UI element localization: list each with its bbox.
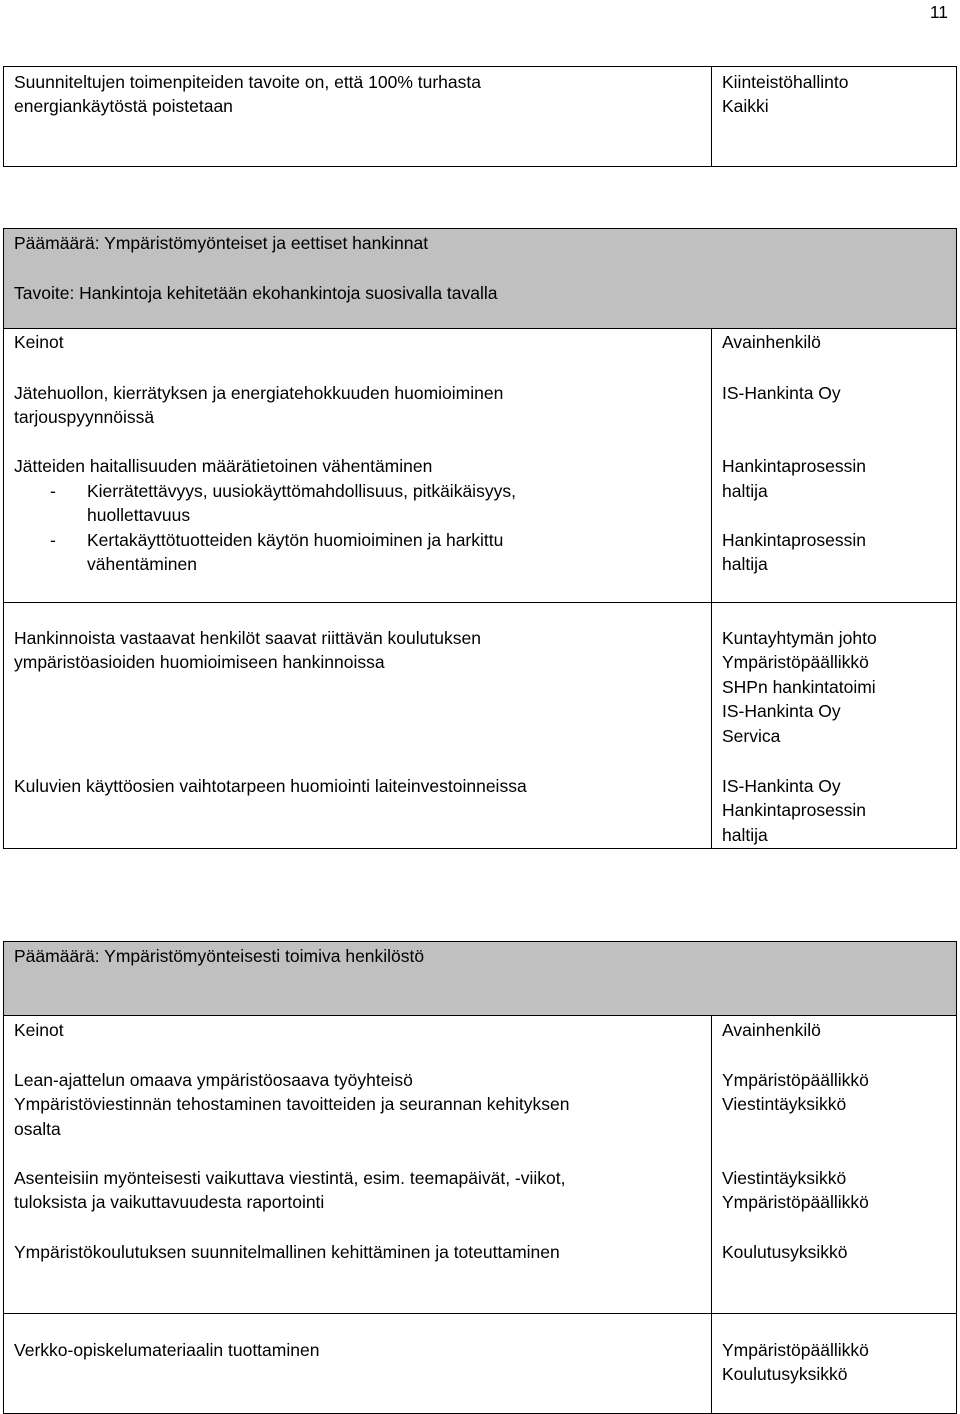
means-item-4-person-2: Hankintaprosessin [722, 800, 866, 820]
row-divider [4, 602, 956, 603]
column-divider [711, 1015, 712, 1413]
staff-item-1-person-1: Ympäristöpäällikkö [722, 1070, 869, 1090]
list-dash: - [50, 530, 56, 550]
procurement-target-title: Tavoite: Hankintoja kehitetään ekohankintoja suosivalla tavalla [14, 283, 498, 303]
sub-item-1-person-line-1: Hankintaprosessin [722, 456, 866, 476]
means-item-3-person-1: Kuntayhtymän johto [722, 628, 877, 648]
staff-item-3: Ympäristökoulutuksen suunnitelmallinen kehittäminen ja toteuttaminen [14, 1242, 560, 1262]
sub-item-2-line-2: vähentäminen [87, 554, 197, 574]
staff-item-1-line-3: osalta [14, 1119, 61, 1139]
means-item-3-person-3: SHPn hankintatoimi [722, 677, 876, 697]
staff-item-2-person-1: Viestintäyksikkö [722, 1168, 847, 1188]
means-header: Keinot [14, 332, 64, 352]
means-item-3-person-5: Servica [722, 726, 781, 746]
means-item-1-person: IS-Hankinta Oy [722, 383, 841, 403]
staff-item-4: Verkko-opiskelumateriaalin tuottaminen [14, 1340, 320, 1360]
staff-item-1-line-2: Ympäristöviestinnän tehostaminen tavoitteiden ja seurannan kehityksen [14, 1094, 570, 1114]
procurement-goal-table [3, 228, 957, 849]
procurement-goal-title: Päämäärä: Ympäristömyönteiset ja eettiset hankinnat [14, 233, 429, 253]
means-item-4-person-1: IS-Hankinta Oy [722, 776, 841, 796]
staff-goal-table [3, 941, 957, 1414]
row-divider [4, 1313, 956, 1314]
staff-item-2-line-1: Asenteisiin myönteisesti vaikuttava viestintä, esim. teemapäivät, -viikot, [14, 1168, 566, 1188]
header-divider [4, 1015, 956, 1016]
staff-item-1-line-1: Lean-ajattelun omaava ympäristöosaava työyhteisö [14, 1070, 413, 1090]
means-header: Keinot [14, 1020, 64, 1040]
energy-owner-line-1: Kiinteistöhallinto [722, 72, 849, 92]
energy-target-line-2: energiankäytöstä poistetaan [14, 96, 233, 116]
column-divider [711, 328, 712, 848]
staff-item-2-line-2: tuloksista ja vaikuttavuudesta raportointi [14, 1192, 325, 1212]
sub-item-1-person-line-2: haltija [722, 481, 768, 501]
sub-item-1-line-2: huollettavuus [87, 505, 191, 525]
means-item-4: Kuluvien käyttöosien vaihtotarpeen huomiointi laiteinvestoinneissa [14, 776, 527, 796]
sub-item-2-person-line-2: haltija [722, 554, 768, 574]
staff-item-2-person-2: Ympäristöpäällikkö [722, 1192, 869, 1212]
energy-target-box [3, 66, 957, 167]
staff-item-4-person-2: Koulutusyksikkö [722, 1364, 848, 1384]
sub-item-1-line-1: Kierrätettävyys, uusiokäyttömahdollisuus, pitkäikäisyys, [87, 481, 516, 501]
list-dash: - [50, 481, 56, 501]
means-item-3-person-2: Ympäristöpäällikkö [722, 652, 869, 672]
energy-owner-line-2: Kaikki [722, 96, 769, 116]
sub-item-2-line-1: Kertakäyttötuotteiden käytön huomioiminen ja harkittu [87, 530, 504, 550]
key-person-header: Avainhenkilö [722, 1020, 821, 1040]
means-item-2-title: Jätteiden haitallisuuden määrätietoinen vähentäminen [14, 456, 433, 476]
means-item-4-person-3: haltija [722, 825, 768, 845]
staff-item-1-person-2: Viestintäyksikkö [722, 1094, 847, 1114]
means-item-1-line-2: tarjouspyynnöissä [14, 407, 155, 427]
staff-item-3-person: Koulutusyksikkö [722, 1242, 848, 1262]
page-number: 11 [929, 2, 948, 22]
means-item-1-line-1: Jätehuollon, kierrätyksen ja energiatehokkuuden huomioiminen [14, 383, 504, 403]
means-item-3-line-2: ympäristöasioiden huomioimiseen hankinnoissa [14, 652, 385, 672]
means-item-3-line-1: Hankinnoista vastaavat henkilöt saavat riittävän koulutuksen [14, 628, 481, 648]
header-divider [4, 328, 956, 329]
key-person-header: Avainhenkilö [722, 332, 821, 352]
staff-item-4-person-1: Ympäristöpäällikkö [722, 1340, 869, 1360]
energy-target-line-1: Suunniteltujen toimenpiteiden tavoite on, että 100% turhasta [14, 72, 481, 92]
sub-item-2-person-line-1: Hankintaprosessin [722, 530, 866, 550]
staff-goal-title: Päämäärä: Ympäristömyönteisesti toimiva henkilöstö [14, 946, 425, 966]
column-divider [711, 67, 712, 166]
means-item-3-person-4: IS-Hankinta Oy [722, 701, 841, 721]
